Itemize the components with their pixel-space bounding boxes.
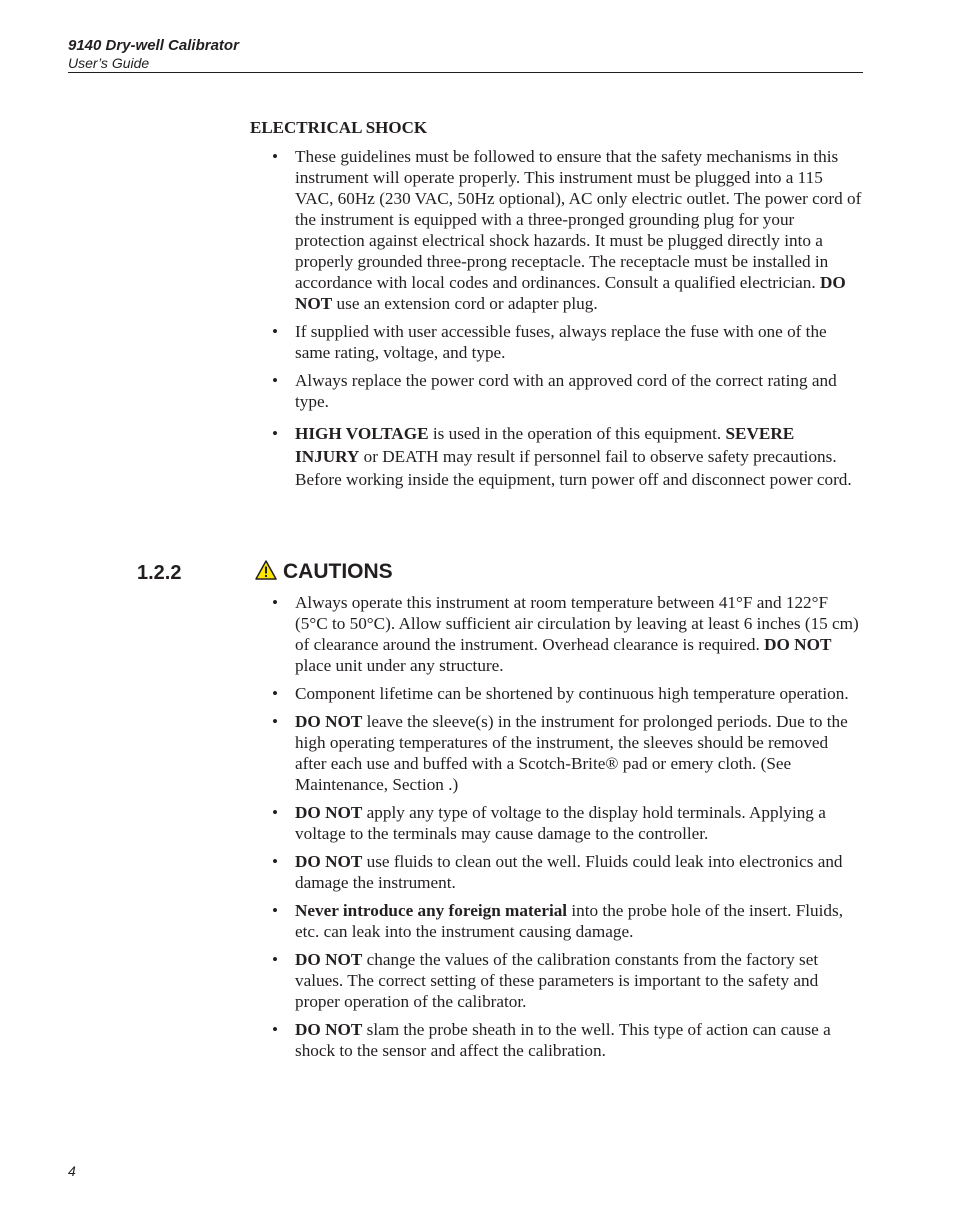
emphasis-text: DO NOT — [295, 273, 846, 313]
body-text: Always operate this instrument at room temperature between 41°F and 122°F (5°C to 50°C). Allow sufficient air circulation by leaving at least 6 inches (15 cm) of clearance around the instrument. Overhead clearance is required. — [295, 593, 859, 654]
body-text: is used in the operation of this equipment. — [428, 424, 726, 443]
bullet-icon: • — [272, 950, 279, 969]
list-item — [272, 802, 862, 844]
list-item — [272, 146, 862, 314]
bullet-icon: • — [272, 147, 279, 166]
emphasis-text: DO NOT — [295, 1020, 363, 1039]
document-title: 9140 Dry-well Calibrator — [68, 37, 239, 54]
body-text: change the values of the calibration constants from the factory set values. The correct setting of these parameters is important to the safety and proper operation of the calibrator. — [295, 950, 819, 1011]
electrical-shock-heading: ELECTRICAL SHOCK — [250, 118, 428, 137]
bullet-icon: • — [272, 684, 279, 703]
emphasis-text: DO NOT — [764, 635, 832, 654]
document-subtitle: User’s Guide — [68, 55, 150, 71]
bullet-icon: • — [272, 424, 279, 443]
bullet-icon: • — [272, 901, 279, 920]
list-item — [272, 900, 862, 942]
bullet-icon: • — [272, 712, 279, 731]
body-text: If supplied with user accessible fuses, always replace the fuse with one of the same rating, voltage, and type. — [295, 322, 827, 362]
bullet-icon: • — [272, 852, 279, 871]
list-item — [272, 949, 862, 1012]
list-item — [272, 711, 862, 795]
body-text: apply any type of voltage to the display hold terminals. Applying a voltage to the terminals may cause damage to the controller. — [295, 803, 826, 843]
emphasis-text: SEVERE INJURY — [295, 424, 795, 466]
body-text: place unit under any structure. — [295, 656, 504, 675]
list-item — [272, 1019, 862, 1061]
body-text: Always replace the power cord with an approved cord of the correct rating and type. — [295, 371, 837, 411]
bullet-icon: • — [272, 593, 279, 612]
bullet-icon: • — [272, 1020, 279, 1039]
running-header — [68, 37, 863, 73]
body-text: These guidelines must be followed to ensure that the safety mechanisms in this instrument will operate properly. This instrument must be plugged into a 115 VAC, 60Hz (230 VAC, 50Hz optional), AC only electric outlet. The power cord of the instrument is equipped with a three-pronged grounding plug for your protection against electrical shock hazards. It must be plugged directly into a properly grounded three-prong receptacle. The receptacle must be installed in accordance with local codes and ordinances. Consult a qualified electrician. — [295, 147, 862, 292]
emphasis-text: Never introduce any foreign material — [295, 901, 568, 920]
emphasis-text: HIGH VOLTAGE — [295, 424, 429, 443]
body-text: leave the sleeve(s) in the instrument for prolonged periods. Due to the high operating temperatures of the instrument, the sleeves should be removed after each use and buffed with a Scotch-Brite® pad or emery cloth. (See Maintenance, Section .) — [295, 712, 848, 794]
body-text: into the probe hole of the insert. Fluids, etc. can leak into the instrument causing damage. — [295, 901, 844, 941]
emphasis-text: DO NOT — [295, 950, 363, 969]
body-text: use an extension cord or adapter plug. — [332, 294, 598, 313]
section-title: CAUTIONS — [283, 560, 393, 583]
body-text: or DEATH may result if personnel fail to observe safety precautions. Before working inside the equipment, turn power off and disconnect power cord. — [295, 447, 852, 489]
cautions-list — [272, 592, 862, 1068]
emphasis-text: DO NOT — [295, 803, 363, 822]
bullet-icon: • — [272, 322, 279, 341]
section-number: 1.2.2 — [137, 562, 182, 584]
section-heading — [255, 559, 393, 585]
emphasis-text: DO NOT — [295, 712, 363, 731]
electrical-shock-list — [272, 146, 862, 498]
body-text: Component lifetime can be shortened by continuous high temperature operation. — [295, 684, 849, 703]
page-number: 4 — [68, 1163, 76, 1179]
body-text: slam the probe sheath in to the well. This type of action can cause a shock to the sensor and affect the calibration. — [295, 1020, 831, 1060]
emphasis-text: DO NOT — [295, 852, 363, 871]
body-text: use fluids to clean out the well. Fluids could leak into electronics and damage the instrument. — [295, 852, 843, 892]
bullet-icon: • — [272, 803, 279, 822]
list-item — [272, 422, 862, 491]
warning-triangle-icon — [255, 560, 277, 580]
list-item — [272, 683, 862, 704]
list-item — [272, 851, 862, 893]
list-item — [272, 370, 862, 412]
list-item — [272, 592, 862, 676]
bullet-icon: • — [272, 371, 279, 390]
list-item — [272, 321, 862, 363]
